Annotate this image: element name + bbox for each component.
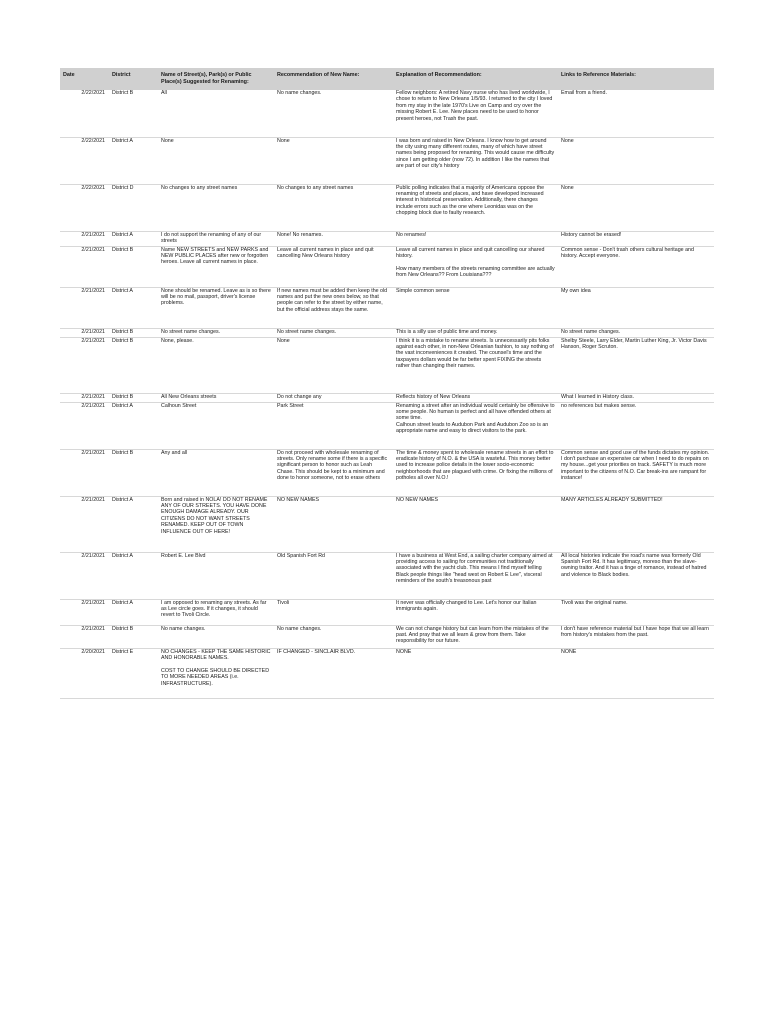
cell-district: District B [109,337,158,393]
cell-recommendation: None [274,337,393,393]
cell-recommendation: None [274,137,393,184]
cell-explanation: We can not change history but can learn from the mistakes of the past. And pray that we all learn & grow from them. Take responsibility for our future. [393,625,558,648]
cell-date: 2/20/2021 [60,648,109,698]
cell-district: District B [109,328,158,337]
cell-links: Common sense and good use of the funds dictates my opinion. I don't purchase an expensive car when I need to do repairs on my house...get your priorities on track. SAFETY is much more important to the citizens of N.O. Car break-ins are rampant for instance! [558,449,714,496]
cell-date: 2/21/2021 [60,287,109,328]
cell-links: MANY ARTICLES ALREADY SUBMITTED! [558,496,714,552]
cell-street: No name changes. [158,625,274,648]
header-date: Date [63,72,75,78]
cell-explanation: Reflects history of New Orleans [393,393,558,402]
cell-street: None, please. [158,337,274,393]
cell-explanation: No renames! [393,231,558,246]
cell-street: No street name changes. [158,328,274,337]
cell-recommendation: No changes to any street names [274,184,393,231]
cell-date: 2/21/2021 [60,246,109,287]
table-row [60,393,714,402]
cell-district: District A [109,287,158,328]
cell-links: None [558,184,714,231]
cell-date: 2/21/2021 [60,496,109,552]
cell-street: Born and raised in NOLA! DO NOT RENAME ANY OF OUR STREETS. YOU HAVE DONE ENOUGH DAMAGE ALREADY. OUR CITIZENS DO NOT WANT STREETS RENAMED. KEEP OUT OF TOWN INFLUENCE OUT OF HERE! [158,496,274,552]
cell-recommendation: Do not proceed with wholesale renaming of streets. Only rename some if there is a specific significant person to honor such as Leah Chase. This should be kept to a minimum and done to honor someone, not to erase others [274,449,393,496]
table-row [60,648,714,698]
cell-recommendation: NO NEW NAMES [274,496,393,552]
cell-links: None [558,137,714,184]
header-district: District [112,72,131,78]
cell-recommendation: IF CHANGED - SINCLAIR BLVD. [274,648,393,698]
cell-recommendation: Park Street [274,402,393,449]
cell-district: District B [109,393,158,402]
cell-street: All [158,90,274,137]
header-row [60,68,714,90]
cell-explanation: I was born and raised in New Orleans. I know how to get around the city using many different routes, many of which have street names being proposed for renaming. This would cause me difficulty since I am getting older (now 72). In addition I like the names that are part of our city's history [393,137,558,184]
cell-links: What I learned in History class. [558,393,714,402]
cell-recommendation: Old Spanish Fort Rd [274,552,393,599]
cell-street: I do not support the renaming of any of our streets [158,231,274,246]
cell-explanation: Public polling indicates that a majority of Americans oppose the renaming of streets and places, and have developed increased interest in historical preservation. Additionally, there changes include errors such as the one where Leonidas was on the chopping block due to faulty research. [393,184,558,231]
cell-links: All local histories indicate the road's name was formerly Old Spanish Fort Rd. It has legitimacy, moreso than the slave-owning traitor. And it has a tinge of romance, instead of hatred and violence to Black bodies. [558,552,714,599]
cell-recommendation: None! No renames. [274,231,393,246]
header-recommendation: Recommendation of New Name: [277,72,360,78]
cell-date: 2/22/2021 [60,137,109,184]
cell-district: District B [109,449,158,496]
cell-district: District A [109,599,158,625]
table-row [60,337,714,393]
cell-links: Shelby Steele, Larry Elder, Martin Luther King, Jr. Victor Davis Hanson, Roger Scruton. [558,337,714,393]
cell-date: 2/21/2021 [60,402,109,449]
table-row [60,449,714,496]
cell-street: None [158,137,274,184]
cell-district: District A [109,137,158,184]
cell-date: 2/21/2021 [60,328,109,337]
cell-date: 2/21/2021 [60,599,109,625]
table-row [60,184,714,231]
cell-district: District A [109,496,158,552]
table-row [60,231,714,246]
cell-district: District B [109,246,158,287]
cell-district: District D [109,184,158,231]
table-row [60,328,714,337]
cell-explanation: Simple common sense [393,287,558,328]
cell-links: Tivoli was the original name. [558,599,714,625]
cell-explanation: I think it is a mistake to rename streets. Is unnecessarily pits folks against each other, in non-New Orleanian fashion, to say nothing of the vast inconveniences it created. The counsel's time and the taxpayers dollars would be far better spent FIXING the streets rather than changing their names. [393,337,558,393]
table-row [60,625,714,648]
cell-date: 2/21/2021 [60,393,109,402]
header-links: Links to Reference Materials: [561,72,636,78]
cell-district: District B [109,90,158,137]
cell-links: No street name changes. [558,328,714,337]
cell-street: All New Orleans streets [158,393,274,402]
cell-date: 2/21/2021 [60,231,109,246]
cell-explanation: This is a silly use of public time and money. [393,328,558,337]
cell-recommendation: Do not change any [274,393,393,402]
cell-explanation: Renaming a street after an individual would certainly be offensive to some people. No human is perfect and all have offended others at some time. Calhoun street leads to Audubon Park and Audubon Zoo so is an appropriate name and easy to direct visitors to the park. [393,402,558,449]
header-street: Name of Street(s), Park(s) or Public Place(s) Suggested for Renaming: [161,72,252,85]
cell-links: Common sense - Don't trash others cultural heritage and history. Accept everyone. [558,246,714,287]
cell-explanation: It never was officially changed to Lee. Let's honor our Italian immigrants again. [393,599,558,625]
cell-links: Email from a friend. [558,90,714,137]
cell-recommendation: No name changes. [274,625,393,648]
cell-street: No changes to any street names [158,184,274,231]
cell-recommendation: No street name changes. [274,328,393,337]
cell-date: 2/21/2021 [60,625,109,648]
table-row [60,90,714,137]
cell-date: 2/21/2021 [60,449,109,496]
cell-district: District A [109,402,158,449]
cell-date: 2/22/2021 [60,184,109,231]
cell-district: District E [109,648,158,698]
spreadsheet [60,68,714,699]
cell-links: no references but makes sense. [558,402,714,449]
cell-explanation: Leave all current names in place and quit cancelling our shared history. How many members of the streets renaming committee are actually from New Orleans?? From Louisiana??? [393,246,558,287]
cell-recommendation: Leave all current names in place and quit cancelling New Orleans history [274,246,393,287]
table-row [60,246,714,287]
table-row [60,496,714,552]
cell-links: NONE [558,648,714,698]
cell-district: District B [109,625,158,648]
cell-recommendation: No name changes. [274,90,393,137]
cell-date: 2/21/2021 [60,552,109,599]
cell-date: 2/21/2021 [60,337,109,393]
cell-street: Calhoun Street [158,402,274,449]
table-row [60,552,714,599]
table-row [60,599,714,625]
cell-links: History cannot be erased! [558,231,714,246]
cell-street: None should be renamed. Leave as is so there will be no mail, passport, driver's license problems. [158,287,274,328]
cell-street: I am opposed to renaming any streets. As far as Lee circle goes. If it changes, it should revert to Tivoli Circle. [158,599,274,625]
cell-street: NO CHANGES - KEEP THE SAME HISTORIC AND HONORABLE NAMES. COST TO CHANGE SHOULD BE DIRECTED TO MORE NEEDED AREAS (i.e. INFRASTRUCTURE). [158,648,274,698]
cell-explanation: NONE [393,648,558,698]
table-row [60,402,714,449]
table-row [60,137,714,184]
cell-links: I don't have reference material but I have hope that we all learn from history's mistakes from the past. [558,625,714,648]
cell-street: Any and all [158,449,274,496]
cell-explanation: NO NEW NAMES [393,496,558,552]
cell-street: Robert E. Lee Blvd [158,552,274,599]
cell-explanation: The time & money spent to wholesale rename streets in an effort to eradicate history of N.O. & the USA is wasteful. This money better used to increase police details in the lower socio-economic neighborhoods that are plagued with crime. Or fixing the millions of potholes all over N.O.! [393,449,558,496]
header-explanation: Explanation of Recommendation: [396,72,482,78]
cell-recommendation: Tivoli [274,599,393,625]
table-row [60,287,714,328]
cell-explanation: Fellow neighbors: A retired Navy nurse who has lived worldwide, I chose to return to New Orleans 1/5/93. I returned to the city I loved from my stay in the late 1970's Live on Camp and cry over the missing Robert E. Lee. New places need to be used to honor present heroes, not Trash the past. [393,90,558,137]
cell-street: Name NEW STREETS and NEW PARKS and NEW PUBLIC PLACES after new or forgotten heroes. Leave all current names in place. [158,246,274,287]
cell-date: 2/22/2021 [60,90,109,137]
cell-district: District A [109,231,158,246]
cell-explanation: I have a business at West End, a sailing charter company aimed at providing access to sailing for communities not traditionally associated with the yacht club. This means I find myself telling Black people things like "head west on Robert E Lee", visceral reminders of the south's treasonous past [393,552,558,599]
cell-recommendation: If new names must be added then keep the old names and put the new ones below, so that people can refer to the street by either name, but the official address stays the same. [274,287,393,328]
cell-links: My own idea [558,287,714,328]
submissions-table [60,68,714,699]
cell-district: District A [109,552,158,599]
